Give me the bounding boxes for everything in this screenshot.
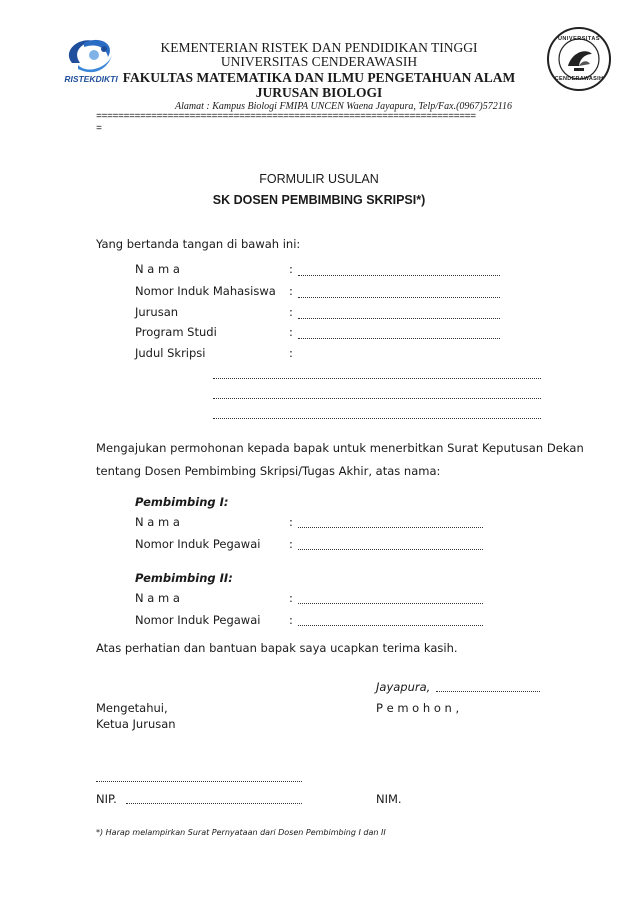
uncen-seal-text-bottom: CENDERAWASIH	[554, 76, 604, 82]
field-judul-label: Judul Skripsi	[135, 346, 206, 360]
field-nim-label: Nomor Induk Mahasiswa	[135, 284, 276, 298]
form-title: FORMULIR USULAN	[259, 172, 379, 186]
header-university: UNIVERSITAS CENDERAWASIH	[220, 54, 418, 69]
signature-ketua-jurusan: Ketua Jurusan	[96, 717, 176, 731]
signature-nip-label: NIP.	[96, 792, 117, 806]
field-judul-input-line-2[interactable]	[213, 398, 541, 399]
pembimbing-2-nip-colon: :	[289, 613, 293, 627]
field-jurusan-label: Jurusan	[135, 305, 179, 319]
pembimbing-2-nip-input[interactable]	[298, 625, 483, 626]
pembimbing-2-nama-label: N a m a	[135, 591, 180, 605]
closing-text: Atas perhatian dan bantuan bapak saya ucapkan terima kasih.	[96, 641, 458, 655]
field-prodi-colon: :	[289, 325, 293, 339]
request-line-1: Mengajukan permohonan kepada bapak untuk menerbitkan Surat Keputusan Dekan	[96, 441, 584, 455]
field-nama-colon: :	[289, 262, 293, 276]
field-prodi-input[interactable]	[298, 338, 500, 339]
pembimbing-2-heading: Pembimbing II:	[135, 571, 233, 585]
field-jurusan-input[interactable]	[298, 318, 500, 319]
header-faculty: FAKULTAS MATEMATIKA DAN ILMU PENGETAHUAN ALAM	[122, 70, 516, 85]
footnote: *) Harap melampirkan Surat Pernyataan dari Dosen Pembimbing I dan II	[96, 828, 386, 837]
field-nama-input[interactable]	[298, 275, 500, 276]
pembimbing-1-nama-colon: :	[289, 515, 293, 529]
pembimbing-1-heading: Pembimbing I:	[135, 495, 229, 509]
header-ministry: KEMENTERIAN RISTEK DAN PENDIDIKAN TINGGI	[160, 40, 478, 55]
pembimbing-1-nip-input[interactable]	[298, 549, 483, 550]
header-double-rule: =====================================================================	[96, 113, 476, 123]
field-nama-label: N a m a	[135, 262, 180, 276]
field-judul-colon: :	[289, 346, 293, 360]
uncen-seal-text-top: UNIVERSITAS	[557, 36, 601, 42]
pembimbing-2-nama-input[interactable]	[298, 603, 483, 604]
pembimbing-2-nama-colon: :	[289, 591, 293, 605]
pembimbing-2-nip-label: Nomor Induk Pegawai	[135, 613, 261, 627]
signature-nim-label: NIM.	[376, 792, 402, 806]
header-department: JURUSAN BIOLOGI	[255, 85, 383, 100]
signature-mengetahui: Mengetahui,	[96, 701, 168, 715]
signature-ketua-line[interactable]	[96, 781, 302, 782]
field-judul-input-line-1[interactable]	[213, 378, 541, 379]
field-judul-input-line-3[interactable]	[213, 418, 541, 419]
field-nim-input[interactable]	[298, 297, 500, 298]
form-subtitle: SK DOSEN PEMBIMBING SKRIPSI*)	[212, 193, 426, 207]
header-address: Alamat : Kampus Biologi FMIPA UNCEN Waena Jayapura, Telp/Fax.(0967)572116	[175, 101, 513, 112]
header-double-rule-tail: =	[96, 125, 102, 135]
signature-date-input[interactable]	[436, 691, 540, 692]
request-line-2: tentang Dosen Pembimbing Skripsi/Tugas Akhir, atas nama:	[96, 464, 441, 478]
ristekdikti-logo-text: RISTEKDIKTI	[64, 74, 118, 84]
pembimbing-1-nama-input[interactable]	[298, 527, 483, 528]
pembimbing-1-nip-label: Nomor Induk Pegawai	[135, 537, 261, 551]
signature-place: Jayapura,	[376, 680, 431, 694]
pembimbing-1-nama-label: N a m a	[135, 515, 180, 529]
signature-nip-input[interactable]	[126, 803, 302, 804]
field-prodi-label: Program Studi	[135, 325, 217, 339]
pembimbing-1-nip-colon: :	[289, 537, 293, 551]
intro-text: Yang bertanda tangan di bawah ini:	[96, 237, 301, 251]
signature-pemohon: P e m o h o n ,	[376, 701, 460, 715]
field-jurusan-colon: :	[289, 305, 293, 319]
field-nim-colon: :	[289, 284, 293, 298]
